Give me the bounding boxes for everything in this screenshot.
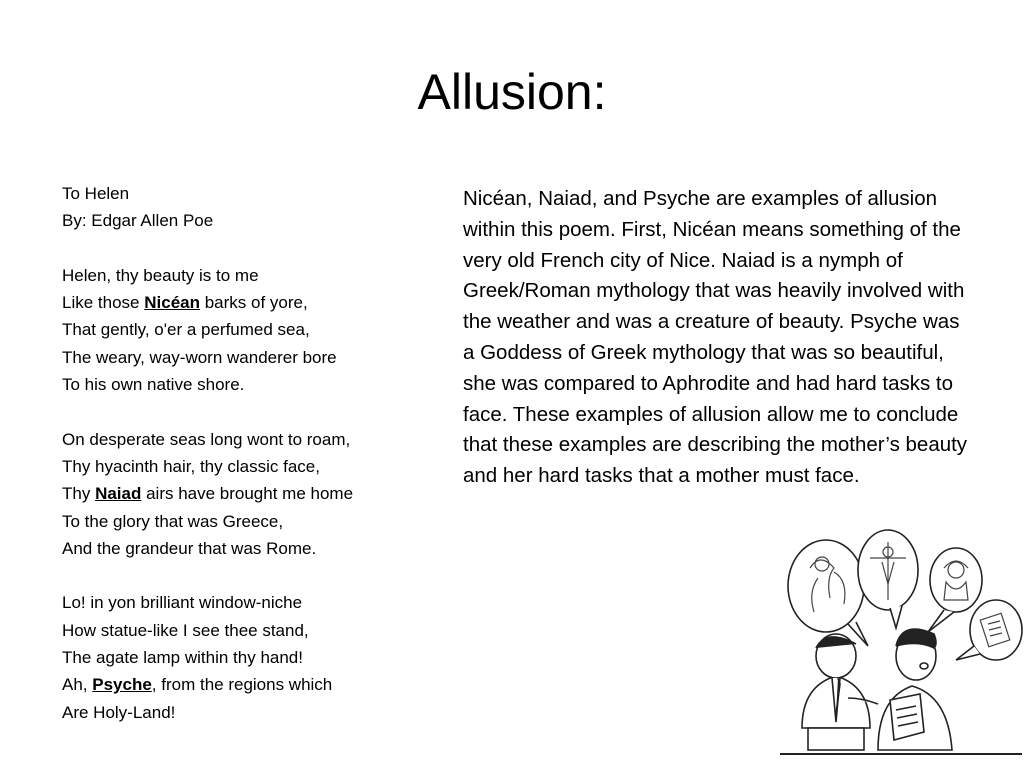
poem-author: By: Edgar Allen Poe [62, 211, 214, 231]
stanza-gap [62, 562, 442, 589]
poem-line: The agate lamp within thy hand! [62, 648, 303, 668]
poem-text: Like those [62, 293, 145, 313]
poem-line: That gently, o'er a perfumed sea, [62, 320, 310, 340]
poem-text: barks of yore, [199, 293, 308, 313]
poem-title: To Helen [62, 184, 130, 203]
poem-line [62, 671, 442, 698]
poem-text: Thy [62, 484, 96, 504]
poem-line: Helen, thy beauty is to me [62, 265, 259, 285]
allusion-term-psyche: Psyche [92, 675, 152, 695]
poem-line: Lo! in yon brilliant window-niche [62, 593, 303, 613]
poem-text: airs have brought me home [141, 484, 354, 504]
explanation-paragraph: Nicéan, Naiad, and Psyche are examples of allusion within this poem. First, Nicéan means something of the very old French city of Nice. Naiad is a nymph of Greek/Roman mythology that was heavily involved with the weather and was a creature of beauty. Psyche was a Goddess of Greek mythology that was so beautiful, she was compared to Aphrodite and had hard tasks to face. These examples of allusion allow me to conclude that these examples are describing the mother’s beauty and her hard tasks that a mother must face. [463, 187, 968, 488]
poem-text: , from the regions which [151, 675, 333, 695]
poem-line: On desperate seas long wont to roam, [62, 429, 351, 449]
stanza-gap [62, 235, 442, 262]
slide-title: Allusion: [417, 64, 607, 120]
allusion-term-naiad: Naiad [95, 484, 142, 504]
poem-line [62, 480, 442, 507]
poem-line: To the glory that was Greece, [62, 511, 284, 531]
poem-block [62, 180, 442, 726]
poem-line: The weary, way-worn wanderer bore [62, 347, 337, 367]
poem-line: Are Holy-Land! [62, 702, 176, 722]
two-people-talking-with-thought-bubbles-icon [778, 528, 1024, 758]
allusion-term-nicean: Nicéan [144, 293, 200, 313]
poem-line [62, 289, 442, 316]
poem-line: To his own native shore. [62, 375, 245, 395]
poem-line: How statue-like I see thee stand, [62, 620, 309, 640]
poem-text: Ah, [62, 675, 93, 695]
poem-line: And the grandeur that was Rome. [62, 538, 317, 558]
stanza-gap [62, 398, 442, 425]
poem-line: Thy hyacinth hair, thy classic face, [62, 456, 320, 476]
